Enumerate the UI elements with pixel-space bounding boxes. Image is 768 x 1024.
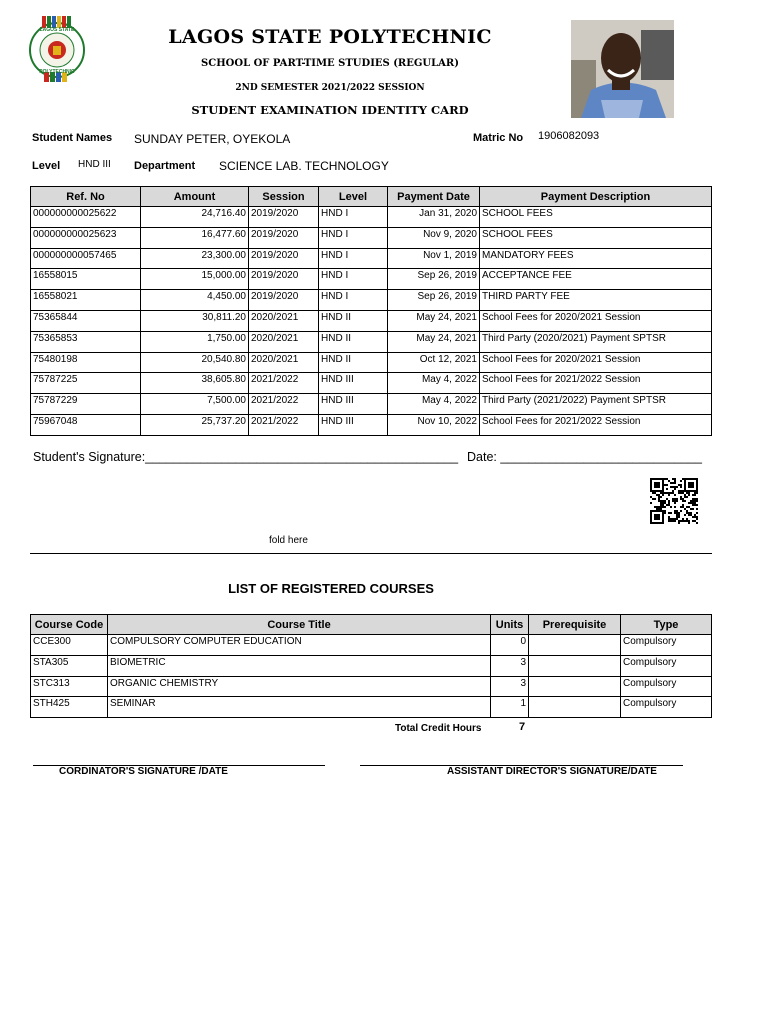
payment-cell-payment-description: School Fees for 2021/2022 Session <box>480 373 712 394</box>
payment-cell-level: HND III <box>319 414 388 435</box>
payment-cell-level: HND III <box>319 373 388 394</box>
courses-col-type: Type <box>621 615 712 635</box>
payment-cell-payment-description: SCHOOL FEES <box>480 227 712 248</box>
school-name: SCHOOL OF PART-TIME STUDIES (REGULAR) <box>201 58 459 69</box>
payment-cell-session: 2021/2022 <box>249 394 319 415</box>
payments-col-amount: Amount <box>141 187 249 207</box>
payment-cell-ref-no: 000000000057465 <box>31 248 141 269</box>
payment-row <box>31 207 712 228</box>
payment-cell-payment-date: Sep 26, 2019 <box>388 269 480 290</box>
payment-cell-amount: 24,716.40 <box>141 207 249 228</box>
courses-header-row <box>31 615 712 635</box>
course-cell-units: 3 <box>491 655 529 676</box>
payment-row <box>31 248 712 269</box>
payment-cell-payment-description: MANDATORY FEES <box>480 248 712 269</box>
payment-cell-ref-no: 16558015 <box>31 269 141 290</box>
payments-col-level: Level <box>319 187 388 207</box>
payment-cell-payment-description: Third Party (2020/2021) Payment SPTSR <box>480 331 712 352</box>
payment-cell-amount: 30,811.20 <box>141 310 249 331</box>
payment-cell-session: 2019/2020 <box>249 269 319 290</box>
payments-col-ref-no: Ref. No <box>31 187 141 207</box>
payment-cell-payment-date: May 24, 2021 <box>388 310 480 331</box>
payment-cell-ref-no: 75365844 <box>31 310 141 331</box>
student-signature: Student's Signature:_____________________________________________ <box>33 450 459 464</box>
logo-text-bottom: POLYTECHNIC <box>39 69 75 75</box>
payment-cell-payment-description: Third Party (2021/2022) Payment SPTSR <box>480 394 712 415</box>
payment-row <box>31 352 712 373</box>
department-label: Department <box>134 160 196 172</box>
payment-cell-payment-date: Jan 31, 2020 <box>388 207 480 228</box>
payment-cell-amount: 1,750.00 <box>141 331 249 352</box>
payment-row <box>31 290 712 311</box>
courses-heading: LIST OF REGISTERED COURSES <box>228 581 434 596</box>
payment-cell-amount: 20,540.80 <box>141 352 249 373</box>
payment-cell-payment-description: SCHOOL FEES <box>480 207 712 228</box>
payment-cell-level: HND I <box>319 290 388 311</box>
payment-cell-level: HND II <box>319 310 388 331</box>
student-photo <box>571 20 674 118</box>
course-cell-prerequisite <box>529 655 621 676</box>
course-cell-course-title: COMPULSORY COMPUTER EDUCATION <box>108 635 491 656</box>
course-row <box>31 676 712 697</box>
payment-cell-level: HND I <box>319 248 388 269</box>
courses-col-course-code: Course Code <box>31 615 108 635</box>
assistant-signature-label: ASSISTANT DIRECTOR'S SIGNATURE/DATE <box>447 766 657 777</box>
payment-cell-level: HND I <box>319 227 388 248</box>
payment-cell-session: 2019/2020 <box>249 207 319 228</box>
payment-cell-amount: 7,500.00 <box>141 394 249 415</box>
course-cell-type: Compulsory <box>621 697 712 718</box>
department-value: SCIENCE LAB. TECHNOLOGY <box>219 159 389 173</box>
payment-cell-payment-date: Nov 9, 2020 <box>388 227 480 248</box>
course-cell-course-code: STH425 <box>31 697 108 718</box>
payment-cell-amount: 15,000.00 <box>141 269 249 290</box>
course-cell-prerequisite <box>529 697 621 718</box>
course-cell-units: 0 <box>491 635 529 656</box>
payment-row <box>31 310 712 331</box>
payment-cell-session: 2021/2022 <box>249 373 319 394</box>
payments-table <box>30 186 712 436</box>
payment-cell-payment-date: Nov 10, 2022 <box>388 414 480 435</box>
payment-cell-amount: 38,605.80 <box>141 373 249 394</box>
payments-col-payment-date: Payment Date <box>388 187 480 207</box>
coordinator-signature-label: CORDINATOR'S SIGNATURE /DATE <box>59 766 228 777</box>
session-title: 2ND SEMESTER 2021/2022 SESSION <box>235 83 425 93</box>
course-cell-course-title: SEMINAR <box>108 697 491 718</box>
payments-col-payment-description: Payment Description <box>480 187 712 207</box>
level-label: Level <box>32 160 61 172</box>
total-credit-label: Total Credit Hours <box>395 723 482 734</box>
course-row <box>31 697 712 718</box>
payment-cell-ref-no: 75480198 <box>31 352 141 373</box>
student-names-label: Student Names <box>32 132 113 144</box>
matric-value: 1906082093 <box>538 130 600 142</box>
payment-row <box>31 227 712 248</box>
course-cell-course-code: STA305 <box>31 655 108 676</box>
payment-cell-session: 2020/2021 <box>249 331 319 352</box>
course-cell-type: Compulsory <box>621 676 712 697</box>
payment-cell-amount: 16,477.60 <box>141 227 249 248</box>
course-cell-course-title: BIOMETRIC <box>108 655 491 676</box>
qr-code <box>650 478 698 524</box>
courses-table <box>30 614 712 718</box>
payment-cell-ref-no: 75967048 <box>31 414 141 435</box>
payment-cell-payment-date: Nov 1, 2019 <box>388 248 480 269</box>
fold-line <box>30 553 712 554</box>
payment-cell-level: HND I <box>319 207 388 228</box>
courses-col-prerequisite: Prerequisite <box>529 615 621 635</box>
payment-cell-session: 2021/2022 <box>249 414 319 435</box>
payment-cell-payment-description: ACCEPTANCE FEE <box>480 269 712 290</box>
course-cell-prerequisite <box>529 676 621 697</box>
payment-cell-ref-no: 75787225 <box>31 373 141 394</box>
payments-col-session: Session <box>249 187 319 207</box>
signature-date: Date: _____________________________ <box>467 450 702 464</box>
course-cell-units: 1 <box>491 697 529 718</box>
student-names-value: SUNDAY PETER, OYEKOLA <box>134 132 291 146</box>
payment-cell-session: 2020/2021 <box>249 352 319 373</box>
payment-cell-payment-date: May 4, 2022 <box>388 394 480 415</box>
payment-cell-level: HND I <box>319 269 388 290</box>
payment-cell-level: HND II <box>319 352 388 373</box>
payment-row <box>31 373 712 394</box>
logo-text-top: LAGOS STATE <box>39 27 75 33</box>
course-cell-type: Compulsory <box>621 655 712 676</box>
payments-header-row <box>31 187 712 207</box>
payment-cell-amount: 23,300.00 <box>141 248 249 269</box>
total-credit-value: 7 <box>519 721 526 733</box>
institution-logo <box>26 14 88 84</box>
institution-title: LAGOS STATE POLYTECHNIC <box>168 26 492 48</box>
payment-cell-ref-no: 000000000025623 <box>31 227 141 248</box>
payment-cell-payment-date: Oct 12, 2021 <box>388 352 480 373</box>
payment-cell-ref-no: 16558021 <box>31 290 141 311</box>
payment-cell-payment-date: May 24, 2021 <box>388 331 480 352</box>
payment-row <box>31 269 712 290</box>
courses-col-course-title: Course Title <box>108 615 491 635</box>
payment-cell-payment-description: School Fees for 2021/2022 Session <box>480 414 712 435</box>
payment-cell-payment-description: School Fees for 2020/2021 Session <box>480 352 712 373</box>
course-cell-course-code: CCE300 <box>31 635 108 656</box>
fold-here-label: fold here <box>269 535 308 546</box>
card-title: STUDENT EXAMINATION IDENTITY CARD <box>191 103 469 117</box>
matric-label: Matric No <box>473 132 524 144</box>
payment-row <box>31 394 712 415</box>
course-cell-course-title: ORGANIC CHEMISTRY <box>108 676 491 697</box>
payment-cell-session: 2020/2021 <box>249 310 319 331</box>
payment-cell-ref-no: 000000000025622 <box>31 207 141 228</box>
course-cell-prerequisite <box>529 635 621 656</box>
course-cell-units: 3 <box>491 676 529 697</box>
payment-cell-ref-no: 75787229 <box>31 394 141 415</box>
payment-cell-session: 2019/2020 <box>249 290 319 311</box>
payment-cell-payment-description: School Fees for 2020/2021 Session <box>480 310 712 331</box>
payment-row <box>31 331 712 352</box>
payment-cell-payment-date: Sep 26, 2019 <box>388 290 480 311</box>
course-row <box>31 635 712 656</box>
payment-row <box>31 414 712 435</box>
payment-cell-session: 2019/2020 <box>249 248 319 269</box>
payment-cell-amount: 4,450.00 <box>141 290 249 311</box>
courses-col-units: Units <box>491 615 529 635</box>
payment-cell-ref-no: 75365853 <box>31 331 141 352</box>
payment-cell-payment-description: THIRD PARTY FEE <box>480 290 712 311</box>
payment-cell-session: 2019/2020 <box>249 227 319 248</box>
payment-cell-level: HND II <box>319 331 388 352</box>
course-cell-type: Compulsory <box>621 635 712 656</box>
payment-cell-level: HND III <box>319 394 388 415</box>
course-row <box>31 655 712 676</box>
payment-cell-payment-date: May 4, 2022 <box>388 373 480 394</box>
payment-cell-amount: 25,737.20 <box>141 414 249 435</box>
level-value: HND III <box>78 159 111 170</box>
course-cell-course-code: STC313 <box>31 676 108 697</box>
